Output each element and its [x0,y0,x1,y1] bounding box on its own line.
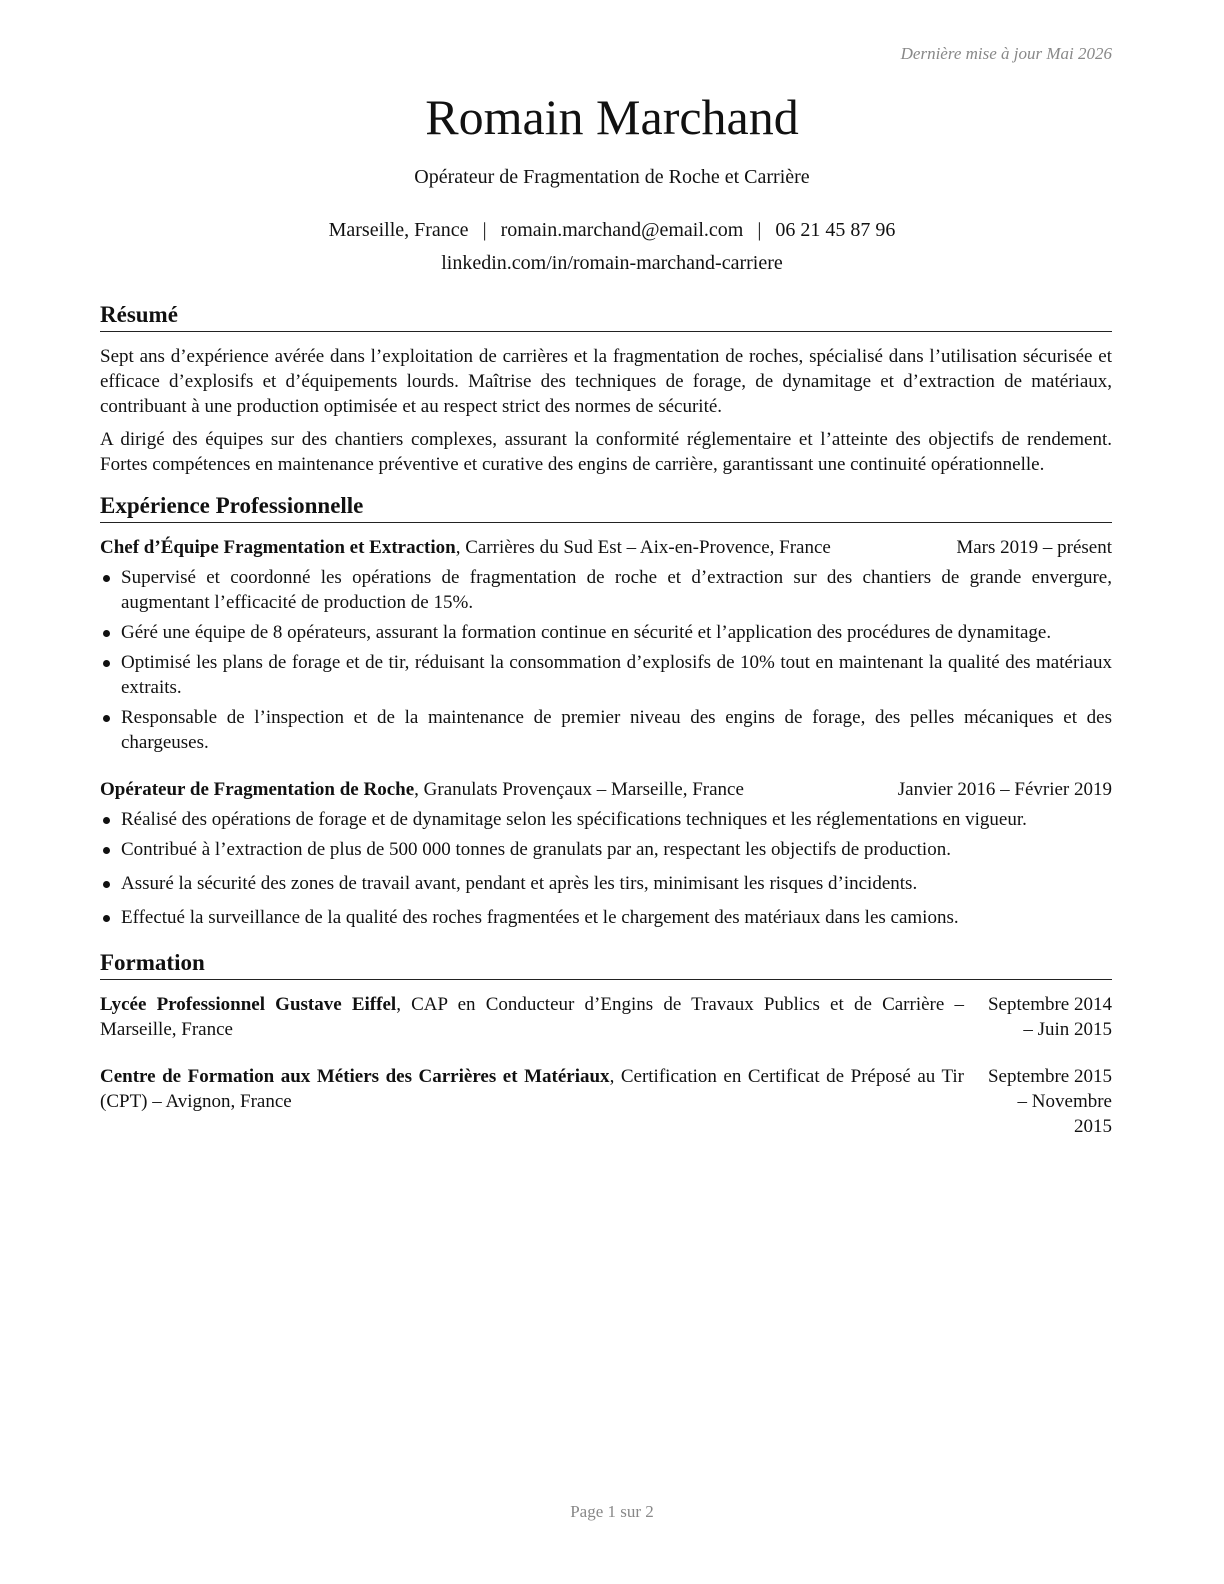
job-entry [100,777,1112,930]
education-description-line [100,1064,964,1139]
education-header [100,992,1112,1042]
contact-separator: | [482,219,487,241]
contact-separator: | [757,219,762,241]
list-item: Réalisé des opérations de forage et de dynamitage selon les spécifications techniques et les réglementations en vigueur. [100,807,1112,832]
section-title-summary: Résumé [100,300,1112,332]
summary-paragraph: A dirigé des équipes sur des chantiers complexes, assurant la conformité réglementaire et l’atteinte des objectifs de rendement. Fortes compétences en maintenance préventive et curative des engins de carrière, garantissant une continuité opérationnelle. [100,429,1112,475]
job-title: Opérateur de Fragmentation de Roche et Carrière [414,166,810,188]
job-bullets [100,565,1112,755]
education-detail: , Certification en Certificat de Préposé au Tir (CPT) – Avignon, France [100,1066,964,1112]
job-organization: , Granulats Provençaux – Marseille, France [414,779,744,800]
linkedin-link[interactable]: linkedin.com/in/romain-marchand-carriere [441,252,783,274]
job-header [100,777,1112,802]
education-school: Centre de Formation aux Métiers des Carrières et Matériaux [100,1066,610,1087]
summary-paragraph: Sept ans d’expérience avérée dans l’exploitation de carrières et la fragmentation de roches, spécialisé dans l’utilisation sécurisée et efficace d’explosifs et d’équipements lourds. Maîtrise des techniques de forage, de dynamitage et d’extraction de matériaux, contribuant à une production optimisée et au respect strict des normes de sécurité. [100,346,1112,417]
education-section [100,948,1112,1139]
list-item: Effectué la surveillance de la qualité des roches fragmentées et le chargement des matériaux dans les camions. [100,905,1112,930]
experience-section [100,491,1112,930]
job-dates: Janvier 2016 – Février 2019 [897,779,1112,800]
job-organization: , Carrières du Sud Est – Aix-en-Provence, France [455,537,831,558]
education-detail: , CAP en Conducteur d’Engins de Travaux Publics et de Carrière – Marseille, France [100,994,964,1040]
job-dates: Mars 2019 – présent [956,537,1112,558]
list-item: Assuré la sécurité des zones de travail avant, pendant et après les tirs, minimisant les risques d’incidents. [100,871,1112,896]
contact-email[interactable]: romain.marchand@email.com [500,219,744,241]
job-bullets [100,807,1112,930]
list-item: Optimisé les plans de forage et de tir, réduisant la consommation d’explosifs de 10% tout en maintenant la qualité des matériaux extraits. [100,650,1112,700]
education-dates: Septembre 2015 – Novembre 2015 [987,1066,1112,1137]
job-role: Chef d’Équipe Fragmentation et Extraction [100,537,456,558]
education-school: Lycée Professionnel Gustave Eiffel [100,994,397,1015]
section-title-education: Formation [100,948,1112,980]
contact-phone: 06 21 45 87 96 [775,219,896,241]
education-header [100,1064,1112,1139]
job-description-line [100,535,890,560]
list-item: Supervisé et coordonné les opérations de fragmentation de roche et d’extraction sur des chantiers de grande envergure, augmentant l’efficacité de production de 15%. [100,565,1112,615]
resume-content [100,300,1112,1161]
section-title-experience: Expérience Professionnelle [100,491,1112,523]
summary-section [100,300,1112,477]
education-description-line [100,992,964,1042]
list-item: Contribué à l’extraction de plus de 500 000 tonnes de granulats par an, respectant les objectifs de production. [100,837,1112,862]
education-entry [100,992,1112,1042]
job-description-line [100,777,860,802]
job-role: Opérateur de Fragmentation de Roche [100,779,415,800]
last-updated: Dernière mise à jour Mai 2026 [900,44,1112,63]
page-number: Page 1 sur 2 [570,1502,654,1521]
list-item: Géré une équipe de 8 opérateurs, assurant la formation continue en sécurité et l’application des procédures de dynamitage. [100,620,1112,645]
job-entry [100,535,1112,755]
list-item: Responsable de l’inspection et de la maintenance de premier niveau des engins de forage, des pelles mécaniques et des chargeuses. [100,705,1112,755]
contact-location: Marseille, France [328,219,469,241]
job-header [100,535,1112,560]
education-dates: Septembre 2014 – Juin 2015 [987,994,1112,1040]
education-entry [100,1064,1112,1139]
candidate-name: Romain Marchand [425,89,799,145]
contact-line [0,219,1224,242]
